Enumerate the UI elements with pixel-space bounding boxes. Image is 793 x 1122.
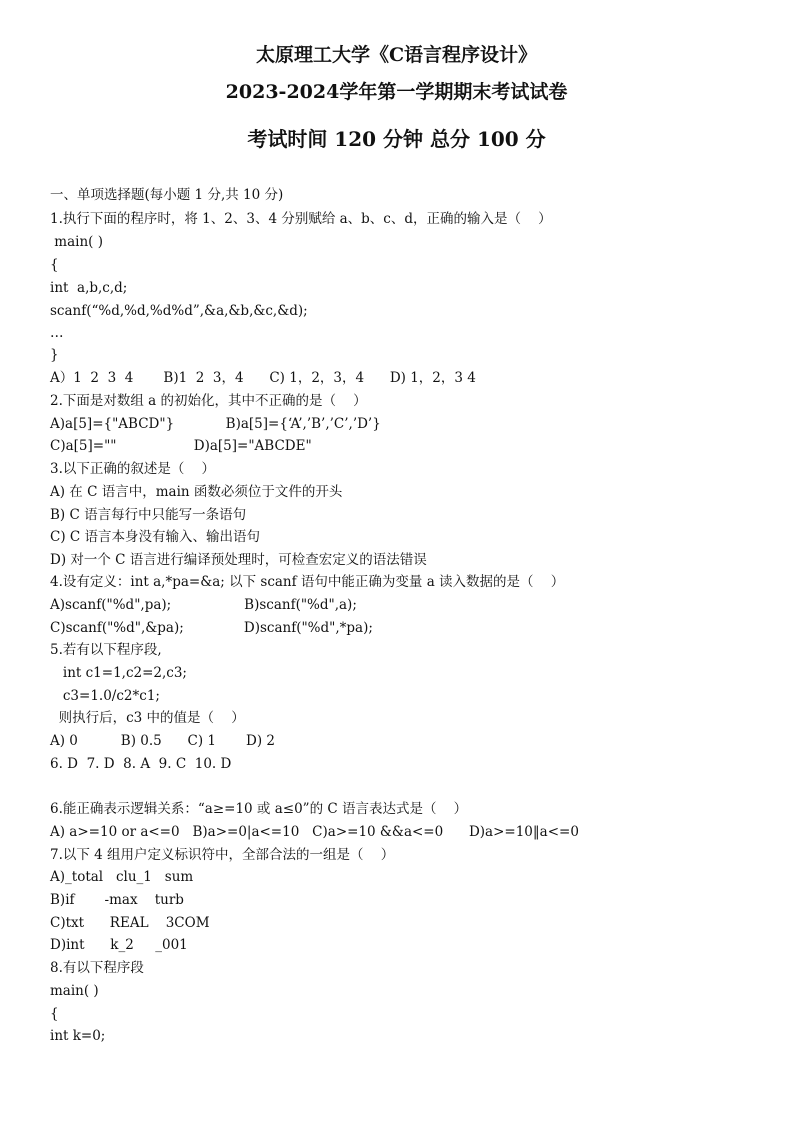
answer-option: C) C 语言本身没有输入、输出语句 xyxy=(50,529,261,545)
answer-option: B)if -max turb xyxy=(50,892,184,908)
answer-options: A）1 2 3 4 B)1 2 3，4 C) 1，2，3，4 D) 1，2，3 4 xyxy=(50,370,476,386)
code-line: } xyxy=(50,347,59,363)
code-line: … xyxy=(50,325,64,341)
question-3: 3.以下正确的叙述是（ ） xyxy=(50,461,216,477)
exam-title: 太原理工大学《C语言程序设计》 xyxy=(255,44,538,66)
answer-options: A) 0 B) 0.5 C) 1 D) 2 xyxy=(50,733,275,749)
answer-options: A)a[5]={"ABCD"} B)a[5]={‘A’,’B’,’C’,’D’} xyxy=(50,416,381,432)
question-1: 1.执行下面的程序时，将 1、2、3、4 分别赋给 a、b、c、d，正确的输入是（ ） xyxy=(50,211,552,227)
answer-key: 6. D 7. D 8. A 9. C 10. D xyxy=(50,756,232,772)
answer-option: D)int k_2 _001 xyxy=(50,937,188,953)
section-heading: 一、单项选择题(每小题 1 分,共 10 分) xyxy=(50,187,284,203)
exam-subtitle: 2023-2024学年第一学期期末考试试卷 xyxy=(225,81,568,103)
answer-options: C)a[5]="" D)a[5]="ABCDE" xyxy=(50,438,312,454)
code-line: main( ) xyxy=(50,234,103,250)
code-line: { xyxy=(50,1006,59,1022)
answer-option: B) C 语言每行中只能写一条语句 xyxy=(50,507,247,523)
code-line: c3=1.0/c2*c1; xyxy=(50,688,160,704)
answer-options: A)scanf("%d",pa); B)scanf("%d",a); xyxy=(50,597,357,613)
answer-option: A) 在 C 语言中，main 函数必须位于文件的开头 xyxy=(50,484,343,500)
answer-option: A)_total clu_1 sum xyxy=(50,869,194,885)
question-4: 4.设有定义：int a,*pa=&a; 以下 scanf 语句中能正确为变量 a 读入数据的是（ ） xyxy=(50,574,565,590)
exam-info: 考试时间 120 分钟 总分 100 分 xyxy=(247,127,546,151)
code-line: int a,b,c,d; xyxy=(50,280,128,296)
answer-options: C)scanf("%d",&pa); D)scanf("%d",*pa); xyxy=(50,620,373,636)
code-line: scanf(“%d,%d,%d%d”,&a,&b,&c,&d); xyxy=(50,303,308,319)
question-8: 8.有以下程序段 xyxy=(50,960,144,976)
code-line: main( ) xyxy=(50,983,99,999)
question-text: 则执行后，c3 中的值是（ ） xyxy=(50,710,245,726)
answer-options: A) a>=10 or a<=0 B)a>=0|a<=10 C)a>=10 &&a<=0 D)a>=10‖a<=0 xyxy=(50,824,579,840)
answer-option: D) 对一个 C 语言进行编译预处理时，可检查宏定义的语法错误 xyxy=(50,552,427,568)
code-line: int k=0; xyxy=(50,1028,106,1044)
question-2: 2.下面是对数组 a 的初始化，其中不正确的是（ ） xyxy=(50,393,367,409)
answer-option: C)txt REAL 3COM xyxy=(50,915,210,931)
code-line: int c1=1,c2=2,c3; xyxy=(50,665,187,681)
question-5: 5.若有以下程序段, xyxy=(50,642,162,658)
question-6: 6.能正确表示逻辑关系：“a≥=10 或 a≤0”的 C 语言表达式是（ ） xyxy=(50,801,468,817)
code-line: { xyxy=(50,257,59,273)
question-7: 7.以下 4 组用户定义标识符中，全部合法的一组是（ ） xyxy=(50,847,395,863)
